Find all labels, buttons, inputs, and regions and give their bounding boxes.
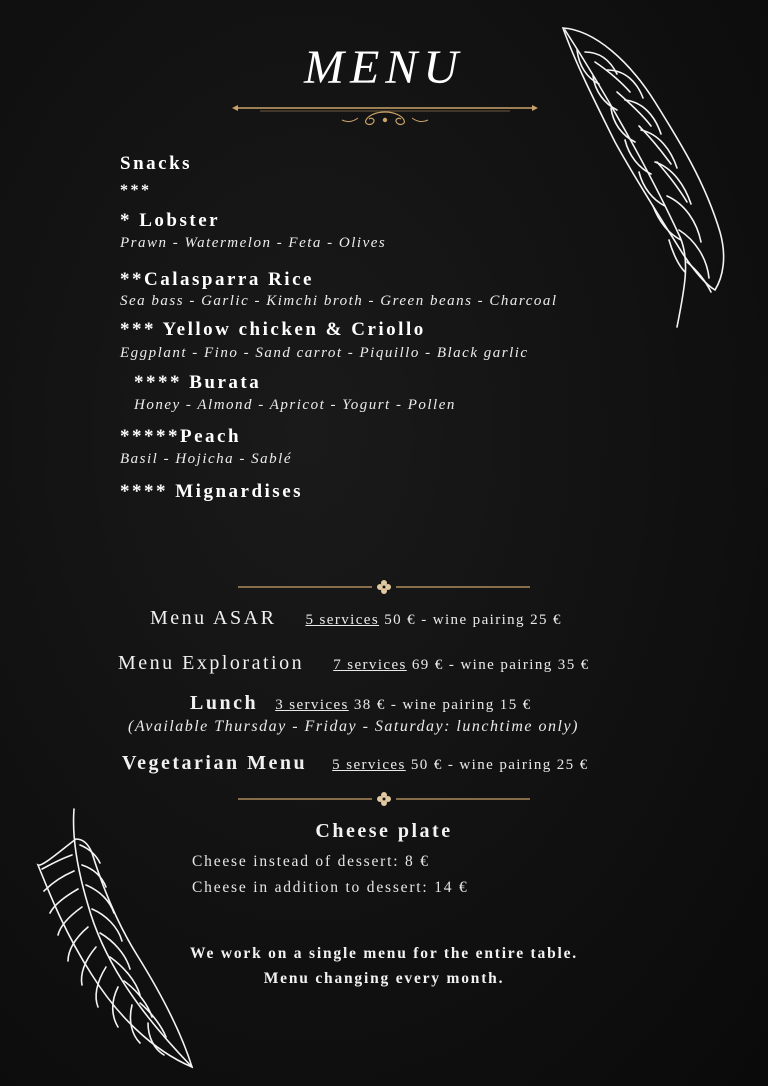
fleuron-icon bbox=[377, 580, 391, 594]
offer-exploration-detail bbox=[333, 657, 589, 673]
offer-lunch-services: 3 services bbox=[275, 697, 349, 713]
cheese-line: Cheese in addition to dessert: 14 € bbox=[192, 879, 469, 896]
offer-vegetarian bbox=[122, 752, 589, 775]
footer-line: Menu changing every month. bbox=[263, 970, 505, 987]
course-chicken: *** Yellow chicken & Criollo bbox=[120, 319, 426, 340]
course-rice: **Calasparra Rice bbox=[120, 269, 314, 290]
offer-asar-price: 50 € - wine pairing 25 € bbox=[379, 612, 562, 628]
course-chicken-desc: Eggplant - Fino - Sand carrot - Piquillo - Black garlic bbox=[120, 345, 529, 361]
offer-vegetarian-price: 50 € - wine pairing 25 € bbox=[405, 757, 589, 773]
ornament-divider-top bbox=[230, 98, 540, 128]
offer-asar bbox=[150, 607, 562, 630]
offer-vegetarian-name: Vegetarian Menu bbox=[122, 752, 308, 774]
ornament-divider-middle bbox=[236, 579, 532, 595]
offer-exploration bbox=[118, 652, 590, 675]
offer-lunch-note: (Available Thursday - Friday - Saturday: lunchtime only) bbox=[128, 718, 579, 735]
course-peach-desc: Basil - Hojicha - Sablé bbox=[120, 451, 292, 467]
offer-exploration-services: 7 services bbox=[333, 657, 407, 673]
offer-vegetarian-services: 5 services bbox=[332, 757, 406, 773]
fleuron-icon bbox=[377, 792, 391, 806]
offer-lunch-name: Lunch bbox=[190, 692, 259, 714]
cheese-title: Cheese plate bbox=[315, 820, 453, 842]
course-mignardises: **** Mignardises bbox=[120, 481, 304, 502]
ornament-divider-lower bbox=[236, 791, 532, 807]
offer-asar-name: Menu ASAR bbox=[150, 607, 277, 629]
cheese-line: Cheese instead of dessert: 8 € bbox=[192, 853, 430, 870]
footer-line: We work on a single menu for the entire table. bbox=[190, 945, 578, 962]
course-lobster: * Lobster bbox=[120, 210, 221, 231]
course-peach: *****Peach bbox=[120, 426, 242, 447]
offer-vegetarian-detail bbox=[332, 757, 588, 773]
course-snacks: Snacks bbox=[120, 153, 193, 174]
menu-title: MENU bbox=[304, 41, 464, 94]
feather-icon bbox=[32, 805, 207, 1075]
feather-icon bbox=[555, 22, 735, 332]
offer-lunch bbox=[190, 692, 532, 715]
offer-exploration-price: 69 € - wine pairing 35 € bbox=[406, 657, 590, 673]
offer-asar-detail bbox=[306, 612, 562, 628]
offer-lunch-detail bbox=[275, 697, 531, 713]
offer-asar-services: 5 services bbox=[305, 612, 380, 628]
course-burata: **** Burata bbox=[134, 372, 262, 393]
course-rice-desc: Sea bass - Garlic - Kimchi broth - Green beans - Charcoal bbox=[120, 293, 558, 309]
course-burata-desc: Honey - Almond - Apricot - Yogurt - Pollen bbox=[134, 397, 456, 413]
course-separator: *** bbox=[120, 182, 152, 199]
offer-exploration-name: Menu Exploration bbox=[118, 652, 305, 674]
offer-lunch-price: 38 € - wine pairing 15 € bbox=[348, 697, 532, 713]
course-lobster-desc: Prawn - Watermelon - Feta - Olives bbox=[120, 235, 387, 251]
